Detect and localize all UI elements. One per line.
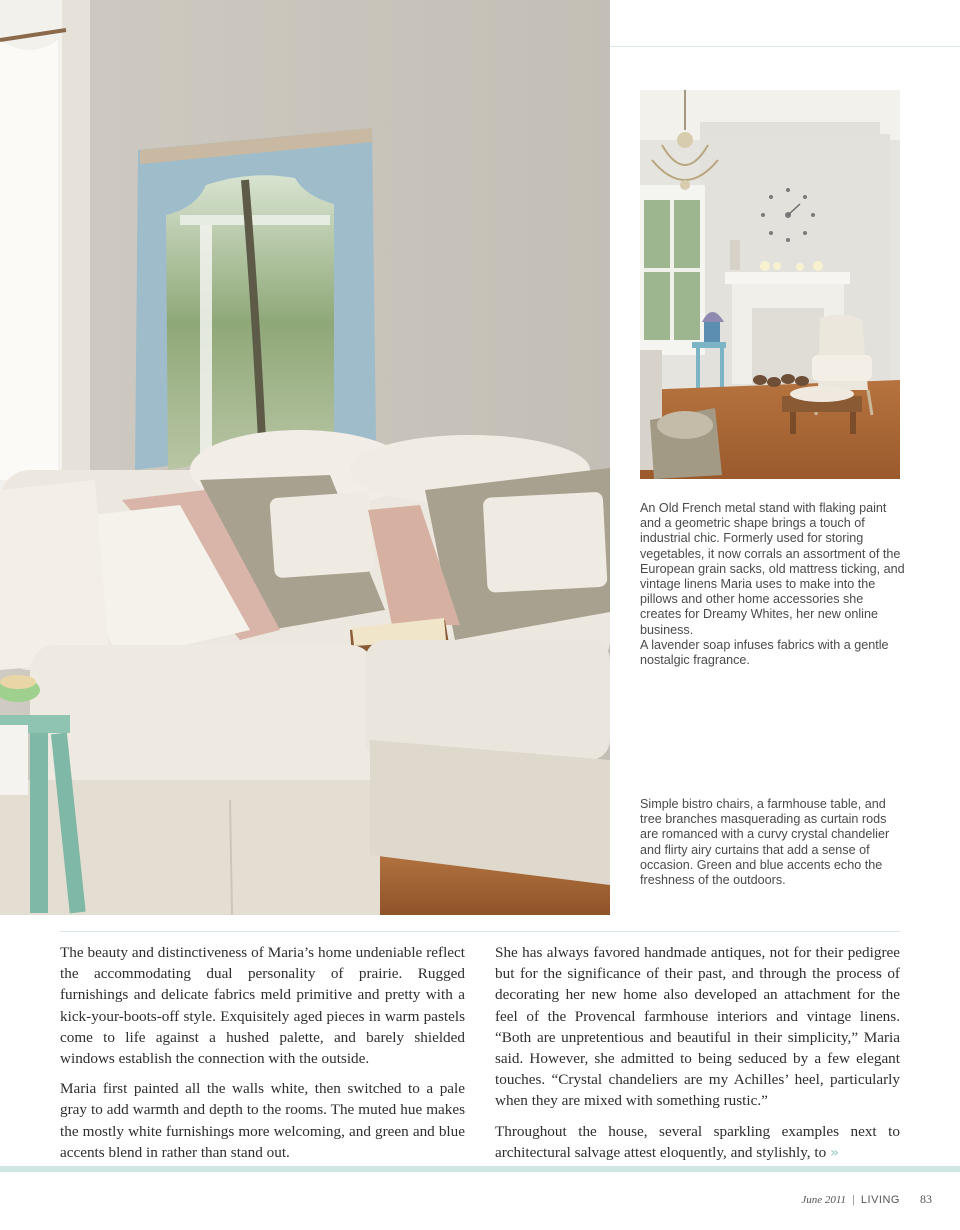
inset-photo-caption xyxy=(640,501,908,668)
main-caption-text: Simple bistro chairs, a farmhouse table, and tree branches masquerading as curtain rods are romanced with a curvy crystal chandelier and flirty airy curtains that add a sense of occasion. Green and blue accents echo the freshness of the outdoors. xyxy=(640,797,890,888)
issue-date: June 2011 xyxy=(801,1194,847,1206)
article-paragraph-last xyxy=(495,1121,900,1164)
article-paragraph: Maria first painted all the walls white, then switched to a pale gray to add warmth and depth to the rooms. The muted hue makes the mostly white furnishings more welcoming, and green and blue accents blend in rather than stand out. xyxy=(60,1080,465,1161)
article-column-right xyxy=(495,942,900,1173)
article-column-left xyxy=(60,942,465,1172)
main-photo xyxy=(0,0,610,915)
continue-arrow-icon: » xyxy=(830,1144,838,1161)
inset-photo xyxy=(640,90,900,479)
section-rule xyxy=(60,931,900,932)
bottom-accent-band xyxy=(0,1166,960,1172)
article-paragraph: She has always favored handmade antiques, not for their pedigree but for the significance of their past, and through the process of decorating her new home also developed an attachment for the feel of the Provencal farmhouse interiors and vintage linens. “Both are unpretentious and beautiful in their simplicity,” Maria said. However, she admitted to being seduced by a few elegant touches. “Crystal chandeliers are my Achilles’ heel, particularly when they are mixed with something rustic.” xyxy=(495,944,900,1110)
article-paragraph-text: Throughout the house, several sparkling examples next to architectural salvage attest eloquently, and stylishly, to xyxy=(495,1122,900,1161)
main-photo-caption xyxy=(640,797,908,888)
page-number: 83 xyxy=(920,1192,932,1206)
page-footer xyxy=(801,1192,932,1207)
footer-separator: | xyxy=(852,1194,855,1206)
section-name: LIVING xyxy=(860,1194,900,1206)
article-paragraph: The beauty and distinctiveness of Maria’s home undeniable reflect the accommodating dual personality of prairie. Rugged furnishings and delicate fabrics meld primitive and pretty with a kick-your-boots-off style. Exquisitely aged pieces in warm pastels come to life against a hushed palette, and barely shielded windows establish the connection with the outside. xyxy=(60,944,465,1068)
inset-caption-text: An Old French metal stand with flaking paint and a geometric shape brings a touch of industrial chic. Formerly used for storing vegetables, it now corrals an assortment of the European grain sacks, old mattress ticking, and vintage linens Maria uses to make into the pillows and other home accessories she creates for Dreamy Whites, her new online business. xyxy=(640,501,905,637)
top-rule xyxy=(610,46,960,47)
inset-caption-text-2: A lavender soap infuses fabrics with a gentle nostalgic fragrance. xyxy=(640,637,889,668)
